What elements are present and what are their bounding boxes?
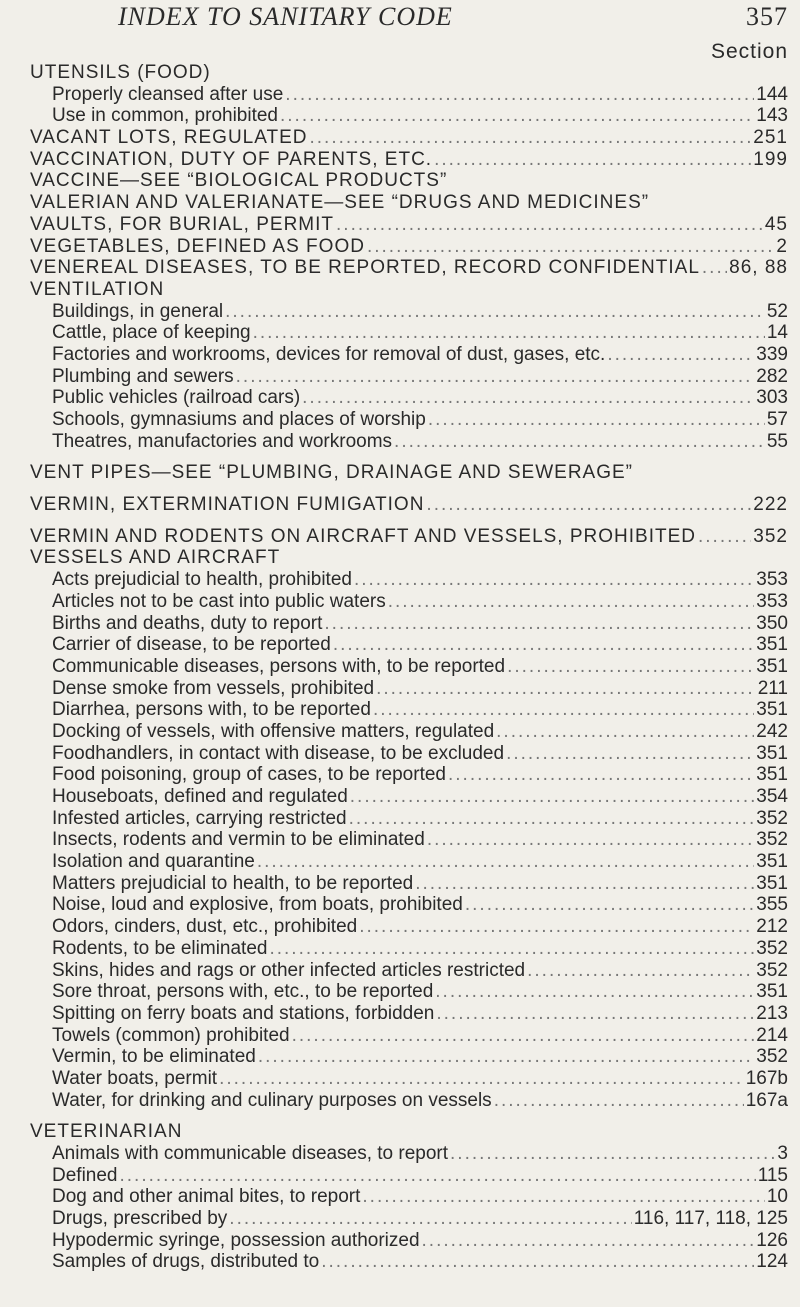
dot-leader [324,613,754,635]
index-subentry [0,366,800,388]
entry-text: Diarrhea, persons with, to be reported [52,699,371,721]
entry-text: VACCINE—SEE “BIOLOGICAL PRODUCTS” [30,170,448,192]
entry-text: Food poisoning, group of cases, to be reported [52,764,446,786]
entry-text: VENT PIPES—SEE “PLUMBING, DRAINAGE AND SEWERAGE” [30,462,633,484]
dot-leader [333,634,754,656]
section-number: 303 [756,387,788,409]
entry-text: VERMIN AND RODENTS ON AIRCRAFT AND VESSELS, PROHIBITED [30,525,696,547]
dot-leader [350,786,755,808]
running-head [0,2,800,32]
dot-leader [415,873,754,895]
entry-text: Foodhandlers, in contact with disease, to be excluded [52,742,505,764]
entry-text: Dog and other animal bites, to report [52,1186,361,1208]
section-number: 351 [756,655,788,677]
dot-leader [310,127,752,149]
page-number: 357 [746,2,788,31]
section-number: 282 [756,365,788,387]
dot-leader [702,257,727,279]
dot-leader [394,431,765,453]
entry-text: Carrier of disease, to be reported [52,634,331,656]
entry-text: Buildings, in general [52,300,224,322]
dot-leader [426,494,751,516]
index-subentry [0,1230,800,1252]
section-number: 167a [745,1089,788,1111]
dot-leader [292,1025,755,1047]
dot-leader [434,149,751,171]
entry-gap [0,516,800,526]
dot-leader [219,1068,744,1090]
index-subentry [0,634,800,656]
entry-text: Isolation and quarantine [52,851,255,873]
entry-text: VERMIN, EXTERMINATION FUMIGATION [30,494,425,516]
section-number: 52 [766,300,788,322]
entry-text: Houseboats, defined and regulated [52,786,348,807]
section-number: 55 [766,430,788,452]
index-subentry [0,569,800,591]
dot-leader [698,526,751,548]
section-number: 339 [756,343,788,365]
entry-text: Drugs, prescribed by [52,1208,228,1230]
entry-text: Matters prejudicial to health, to be reported [52,872,414,894]
index-subentry [0,409,800,431]
entry-text: Factories and workrooms, devices for removal of dust, gases, etc. [52,343,606,365]
entry-text: Water boats, permit [52,1067,218,1089]
section-number: 355 [756,894,788,916]
index-heading [0,214,800,236]
section-number: 350 [756,612,788,634]
dot-leader [388,591,755,613]
index-subentry [0,1003,800,1025]
dot-leader [359,916,754,938]
entry-text: VENEREAL DISEASES, TO BE REPORTED, RECORD CONFIDENTIAL [30,257,700,279]
section-number: 124 [756,1251,788,1273]
index-subentry [0,591,800,613]
dot-leader [362,1186,764,1208]
section-number: 351 [756,981,788,1003]
section-number: 2 [776,235,788,257]
index-subentry [0,743,800,765]
index-subentry [0,894,800,916]
dot-leader [496,721,754,743]
dot-leader [506,743,754,765]
entry-text: Properly cleansed after use [52,83,284,105]
section-number: 351 [756,699,788,721]
index-subentry [0,431,800,453]
index-subentry [0,960,800,982]
entry-text: Theatres, manufactories and workrooms [52,430,393,452]
index-subentry [0,1186,800,1208]
section-number: 45 [764,213,788,235]
section-number: 213 [756,1002,788,1024]
section-number: 242 [756,720,788,742]
dot-leader [427,829,754,851]
entry-text: VETERINARIAN [30,1121,183,1143]
section-number: 352 [756,959,788,981]
entry-text: Towels (common) prohibited [52,1024,290,1046]
index-subentry [0,1068,800,1090]
section-number: 115 [757,1164,788,1186]
dot-leader [280,105,754,127]
entry-text: Water, for drinking and culinary purposes on vessels [52,1089,492,1111]
dot-leader [428,409,765,431]
entry-text: VALERIAN AND VALERIANATE—SEE “DRUGS AND MEDICINES” [30,192,650,214]
index-heading [0,462,800,484]
section-number: 167b [745,1067,788,1089]
dot-leader [422,1230,755,1252]
section-number: 352 [753,525,788,547]
index-heading [0,127,800,149]
entry-text: VAULTS, FOR BURIAL, PERMIT [30,213,335,235]
entry-text: Spitting on ferry boats and stations, forbidden [52,1002,435,1024]
section-number: 352 [756,807,788,829]
index-subentry [0,1165,800,1187]
dot-leader [321,1251,754,1273]
entry-text: VEGETABLES, DEFINED AS FOOD [30,235,365,257]
dot-leader [229,1208,631,1230]
entry-gap [0,1111,800,1121]
entry-gap [0,452,800,462]
index-subentry [0,699,800,721]
section-number: 3 [777,1143,788,1164]
index-subentry [0,916,800,938]
index-heading [0,547,800,569]
index-subentry [0,1251,800,1273]
section-number: 10 [766,1186,788,1208]
entry-text: Sore throat, persons with, etc., to be reported [52,981,434,1003]
section-number: 351 [756,742,788,764]
entry-text: Schools, gymnasiums and places of worship [52,409,426,430]
index-heading [0,1121,800,1143]
index-subentry [0,105,800,127]
index-subentry [0,1208,800,1230]
index-heading [0,494,800,516]
section-number: 354 [756,786,788,807]
index-subentry [0,84,800,106]
dot-leader [354,569,754,591]
dot-leader [450,1143,775,1165]
index-subentry [0,851,800,873]
dot-leader [448,764,754,786]
index-subentry [0,1046,800,1068]
dot-leader [253,322,765,344]
section-number: 144 [756,83,788,105]
dot-leader [607,344,754,366]
section-number: 126 [756,1229,788,1251]
index-subentry [0,721,800,743]
dot-leader [258,1046,754,1068]
dot-leader [236,366,755,388]
entry-text: Plumbing and sewers [52,365,234,387]
entry-text: Noise, loud and explosive, from boats, prohibited [52,894,463,916]
entry-text: Infested articles, carrying restricted [52,807,347,829]
index-subentry [0,678,800,700]
index-heading [0,526,800,548]
section-number: 351 [756,872,788,894]
index-subentry [0,873,800,895]
entry-text: VESSELS AND AIRCRAFT [30,547,281,569]
entry-text: Communicable diseases, persons with, to be reported [52,655,506,677]
section-number: 57 [766,409,788,430]
entry-text: Acts prejudicial to health, prohibited [52,569,352,591]
dot-leader [336,214,763,236]
section-number: 212 [756,916,788,938]
index-heading [0,149,800,171]
index-subentry [0,1025,800,1047]
index-subentry [0,808,800,830]
dot-leader [465,894,754,916]
section-number: 222 [753,494,788,516]
index-heading [0,192,800,214]
entry-text: Rodents, to be eliminated [52,937,268,959]
section-number: 211 [757,677,788,699]
section-number: 351 [756,851,788,873]
index-subentry [0,764,800,786]
section-number: 214 [756,1024,788,1046]
dot-leader [349,808,755,830]
entry-text: VACANT LOTS, REGULATED [30,127,308,149]
entry-text: Insects, rodents and vermin to be eliminated [52,829,425,851]
entry-text: Articles not to be cast into public waters [52,590,386,612]
dot-leader [285,84,754,106]
dot-leader [507,656,754,678]
section-number: 352 [756,937,788,959]
entry-text: Dense smoke from vessels, prohibited [52,677,375,699]
entry-text: Hypodermic syringe, possession authorized [52,1229,420,1251]
index-subentry [0,1143,800,1165]
entry-text: Cattle, place of keeping [52,322,251,344]
dot-leader [527,960,754,982]
running-head-title: INDEX TO SANITARY CODE [118,2,453,31]
index-heading [0,62,800,84]
entry-text: VENTILATION [30,278,165,300]
entry-text: Animals with communicable diseases, to report [52,1143,449,1164]
index-subentry [0,981,800,1003]
section-number: 251 [753,127,788,149]
index-subentry [0,613,800,635]
index-subentry [0,301,800,323]
index-subentry [0,829,800,851]
dot-leader [435,981,754,1003]
dot-leader [436,1003,754,1025]
entry-text: Vermin, to be eliminated [52,1046,256,1068]
index-entries [0,62,800,1273]
dot-leader [269,938,754,960]
entry-text: Docking of vessels, with offensive matters, regulated [52,720,495,742]
section-number: 352 [756,829,788,851]
entry-text: UTENSILS (FOOD) [30,62,211,83]
entry-text: Odors, cinders, dust, etc., prohibited [52,916,358,938]
dot-leader [225,301,765,323]
section-number: 143 [756,105,788,127]
index-heading [0,257,800,279]
section-number: 353 [756,590,788,612]
dot-leader [494,1090,744,1112]
dot-leader [373,699,754,721]
section-number: 86, 88 [729,257,788,279]
index-heading [0,170,800,192]
entry-text: Use in common, prohibited [52,105,278,127]
index-subentry [0,322,800,344]
entry-text: Samples of drugs, distributed to [52,1251,320,1273]
entry-text: Skins, hides and rags or other infected articles restricted [52,959,526,981]
entry-text: Defined [52,1164,118,1186]
entry-text: VACCINATION, DUTY OF PARENTS, ETC. [30,148,433,170]
section-number: 351 [756,764,788,786]
section-number: 352 [756,1046,788,1068]
index-subentry [0,938,800,960]
dot-leader [302,387,754,409]
dot-leader [257,851,754,873]
index-heading [0,279,800,301]
index-subentry [0,344,800,366]
section-number: 199 [753,148,788,170]
entry-text: Births and deaths, duty to report [52,612,323,634]
section-number: 353 [756,569,788,591]
section-number: 14 [766,322,788,344]
index-subentry [0,387,800,409]
entry-gap [0,484,800,494]
dot-leader [120,1165,756,1187]
section-column-label: Section [710,40,788,63]
index-subentry [0,1090,800,1112]
entry-text: Public vehicles (railroad cars) [52,387,301,409]
dot-leader [376,678,756,700]
index-subentry [0,656,800,678]
section-number: 351 [756,634,788,656]
section-number: 116, 117, 118, 125 [633,1208,788,1230]
index-subentry [0,786,800,808]
index-heading [0,236,800,258]
dot-leader [367,236,774,258]
